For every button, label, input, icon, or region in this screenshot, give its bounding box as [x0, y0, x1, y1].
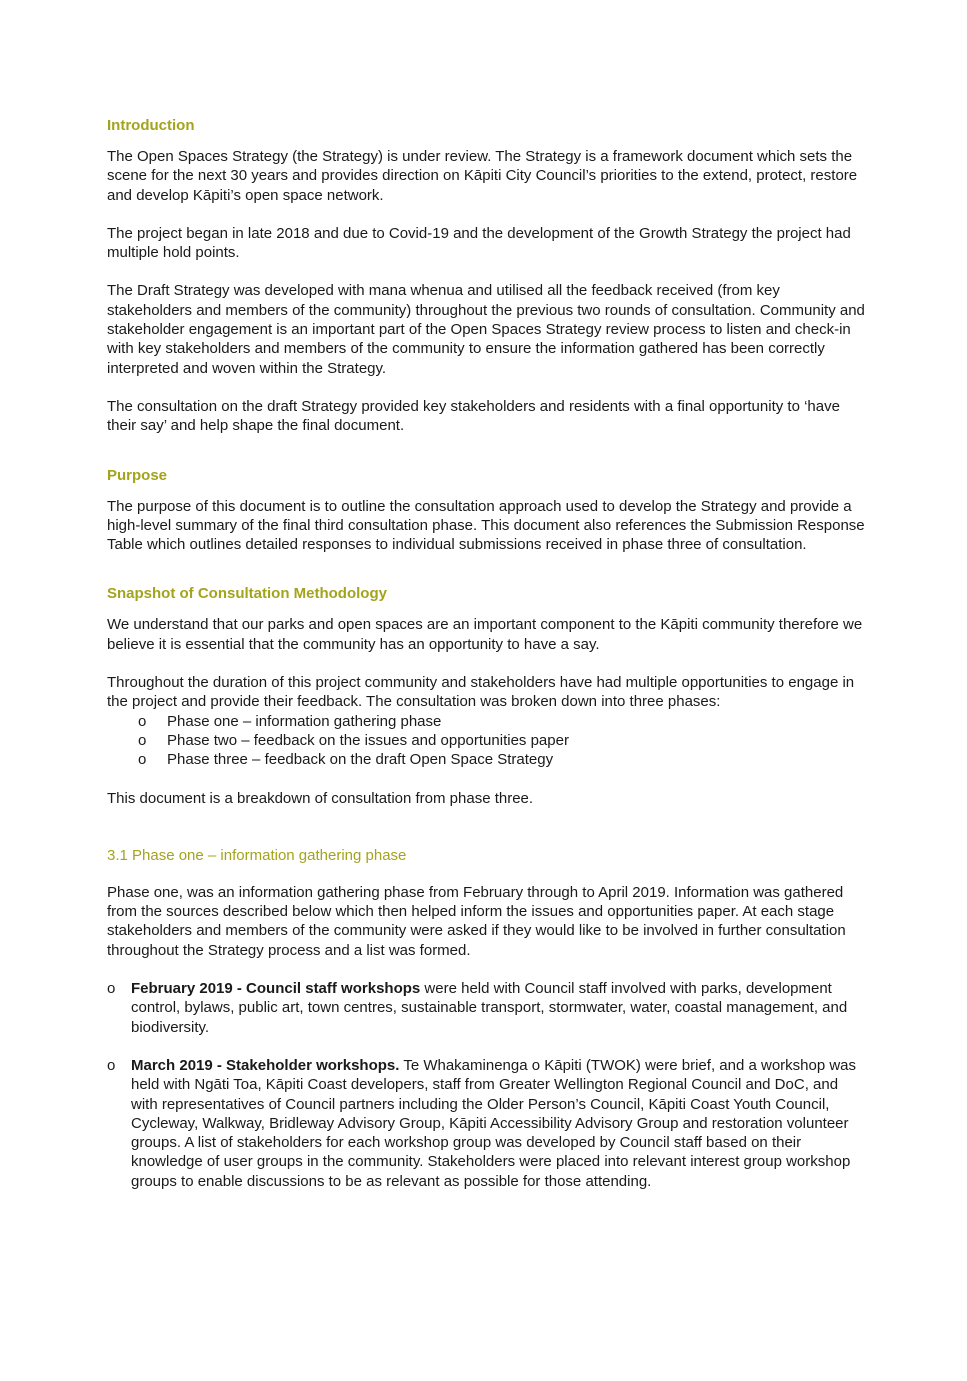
purpose-section: [107, 466, 867, 555]
phase-one-intro: Phase one, was an information gathering phase from February through to April 2019. Information was gathered from the sources described below which then helped inform the issues and opportunities paper. At each stage stakeholders and members of the community were asked if they would like to be involved in further consultation throughout the Strategy process and a list was formed.: [107, 883, 846, 959]
introduction-paragraph: The project began in late 2018 and due to Covid-19 and the development of the Growth Strategy the project had multiple hold points.: [107, 224, 851, 262]
document-page: [107, 116, 867, 1210]
introduction-paragraph: The Open Spaces Strategy (the Strategy) is under review. The Strategy is a framework document which sets the scene for the next 30 years and provides direction on Kāpiti City Council’s priorities to the extend, protect, restore and develop Kāpiti’s open space network.: [107, 148, 858, 204]
methodology-paragraph: Throughout the duration of this project community and stakeholders have had multiple opportunities to engage in the project and provide their feedback. The consultation was broken down into three phases:: [107, 674, 855, 711]
bullet-marker: o: [107, 980, 116, 998]
purpose-heading: Purpose: [107, 466, 168, 484]
introduction-section: [107, 116, 867, 436]
introduction-heading: Introduction: [107, 117, 195, 134]
event-title: March 2019 - Stakeholder workshops.: [131, 1056, 400, 1074]
phase-list-item: [107, 731, 867, 750]
methodology-heading: Snapshot of Consultation Methodology: [107, 585, 387, 603]
introduction-paragraph: The Draft Strategy was developed with mana whenua and utilised all the feedback received (from key stakeholders and members of the community) throughout the previous two rounds of consultation. Community and stakeholder engagement is an important part of the Open Spaces Strategy review process to listen and check-in with key stakeholders and members of the community to ensure the information gathered has been correctly interpreted and woven within the Strategy.: [107, 282, 865, 377]
phase-list-text: Phase two – feedback on the issues and opportunities paper: [167, 731, 569, 749]
event-text: were held with Council staff involved with parks, development control, bylaws, public art, town centres, sustainable transport, stormwater, water, coastal management, and biodiversity.: [131, 980, 848, 1036]
event-list-item: [107, 979, 867, 1037]
bullet-marker: o: [138, 712, 147, 730]
phase-list: [107, 712, 867, 770]
phase-list-text: Phase three – feedback on the draft Open Space Strategy: [167, 751, 554, 769]
phase-one-section: [107, 846, 867, 1191]
bullet-marker: o: [107, 1056, 116, 1074]
phase-list-item: [107, 712, 867, 731]
phase-one-heading: 3.1 Phase one – information gathering phase: [107, 846, 407, 864]
bullet-marker: o: [138, 731, 147, 749]
event-title: February 2019 - Council staff workshops: [131, 980, 421, 998]
bullet-marker: o: [138, 751, 147, 769]
event-list-item: [107, 1056, 867, 1191]
phase-list-text: Phase one – information gathering phase: [167, 712, 442, 730]
phase-list-item: [107, 750, 867, 769]
methodology-section: [107, 584, 867, 807]
methodology-closing: This document is a breakdown of consultation from phase three.: [107, 789, 534, 807]
purpose-paragraph: The purpose of this document is to outline the consultation approach used to develop the Strategy and provide a high-level summary of the final third consultation phase. This document also references the Submission Response Table which outlines detailed responses to individual submissions received in phase three of consultation.: [107, 497, 865, 554]
methodology-paragraph: We understand that our parks and open spaces are an important component to the Kāpiti community therefore we believe it is essential that the community has an opportunity to have a say.: [107, 616, 863, 653]
event-text: Te Whakaminenga o Kāpiti (TWOK) were brief, and a workshop was held with Ngāti Toa, Kāpiti Coast developers, staff from Greater Wellington Regional Council and DoC, and with representatives of Council partners including the Older Person’s Council, Kāpiti Coast Youth Council, Cycleway, Walkway, Bridleway Advisory Group, Kāpiti Accessibility Advisory Group and restoration volunteer groups. A list of stakeholders for each workshop group was developed by Council staff based on their knowledge of user groups in the community. Stakeholders were placed into relevant interest group workshop groups to enable discussions to be as relevant as possible for those attending.: [131, 1056, 857, 1190]
event-list: [107, 979, 867, 1191]
introduction-paragraph: The consultation on the draft Strategy provided key stakeholders and residents with a final opportunity to ‘have their say’ and help shape the final document.: [107, 397, 840, 435]
